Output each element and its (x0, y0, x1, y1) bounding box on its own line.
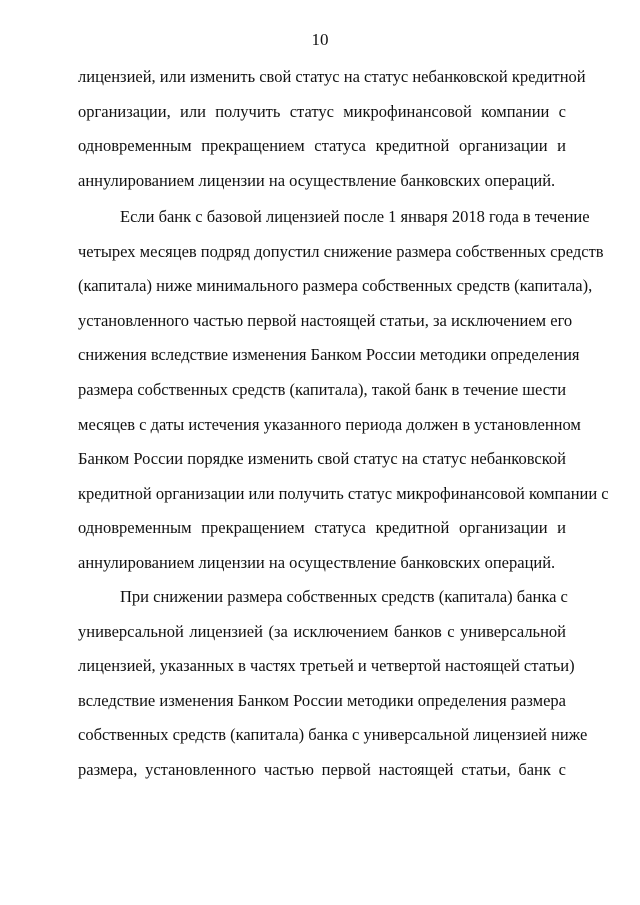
text-line: одновременным прекращением статуса кредитной организации и (78, 518, 566, 538)
text-line: снижения вследствие изменения Банком России методики определения (78, 345, 580, 365)
text-line: При снижении размера собственных средств (капитала) банка с (120, 587, 568, 606)
paragraph-2 (78, 200, 609, 581)
text-line: лицензией, указанных в частях третьей и четвертой настоящей статьи) (78, 656, 575, 676)
page-number: 10 (311, 30, 329, 49)
text-line: Банком России порядке изменить свой статус на статус небанковской (78, 449, 566, 469)
text-line: (капитала) ниже минимального размера собственных средств (капитала), (78, 276, 593, 296)
text-line: универсальной лицензией (за исключением банков с универсальной (78, 621, 566, 641)
text-line: установленного частью первой настоящей статьи, за исключением его (78, 310, 573, 330)
text-line: лицензией, или изменить свой статус на статус небанковской кредитной (78, 67, 586, 86)
text-line: собственных средств (капитала) банка с универсальной лицензией ниже (78, 725, 588, 745)
paragraph-3 (78, 580, 588, 788)
text-line: вследствие изменения Банком России методики определения размера (78, 690, 566, 710)
text-line: Если банк с базовой лицензией после 1 января 2018 года в течение (120, 207, 590, 226)
text-line: организации, или получить статус микрофинансовой компании с (78, 101, 566, 121)
text-line: кредитной организации или получить статус микрофинансовой компании с (78, 483, 609, 503)
text-line: месяцев с даты истечения указанного периода должен в установленном (78, 414, 581, 434)
text-line: размера собственных средств (капитала), такой банк в течение шести (78, 379, 567, 399)
text-line: одновременным прекращением статуса кредитной организации и (78, 136, 566, 156)
paragraph-1 (78, 60, 586, 198)
text-line: аннулированием лицензии на осуществление банковских операций. (78, 170, 556, 190)
text-line: размера, установленного частью первой настоящей статьи, банк с (78, 759, 566, 779)
text-line: аннулированием лицензии на осуществление банковских операций. (78, 552, 556, 572)
text-line: четырех месяцев подряд допустил снижение размера собственных средств (78, 241, 604, 261)
